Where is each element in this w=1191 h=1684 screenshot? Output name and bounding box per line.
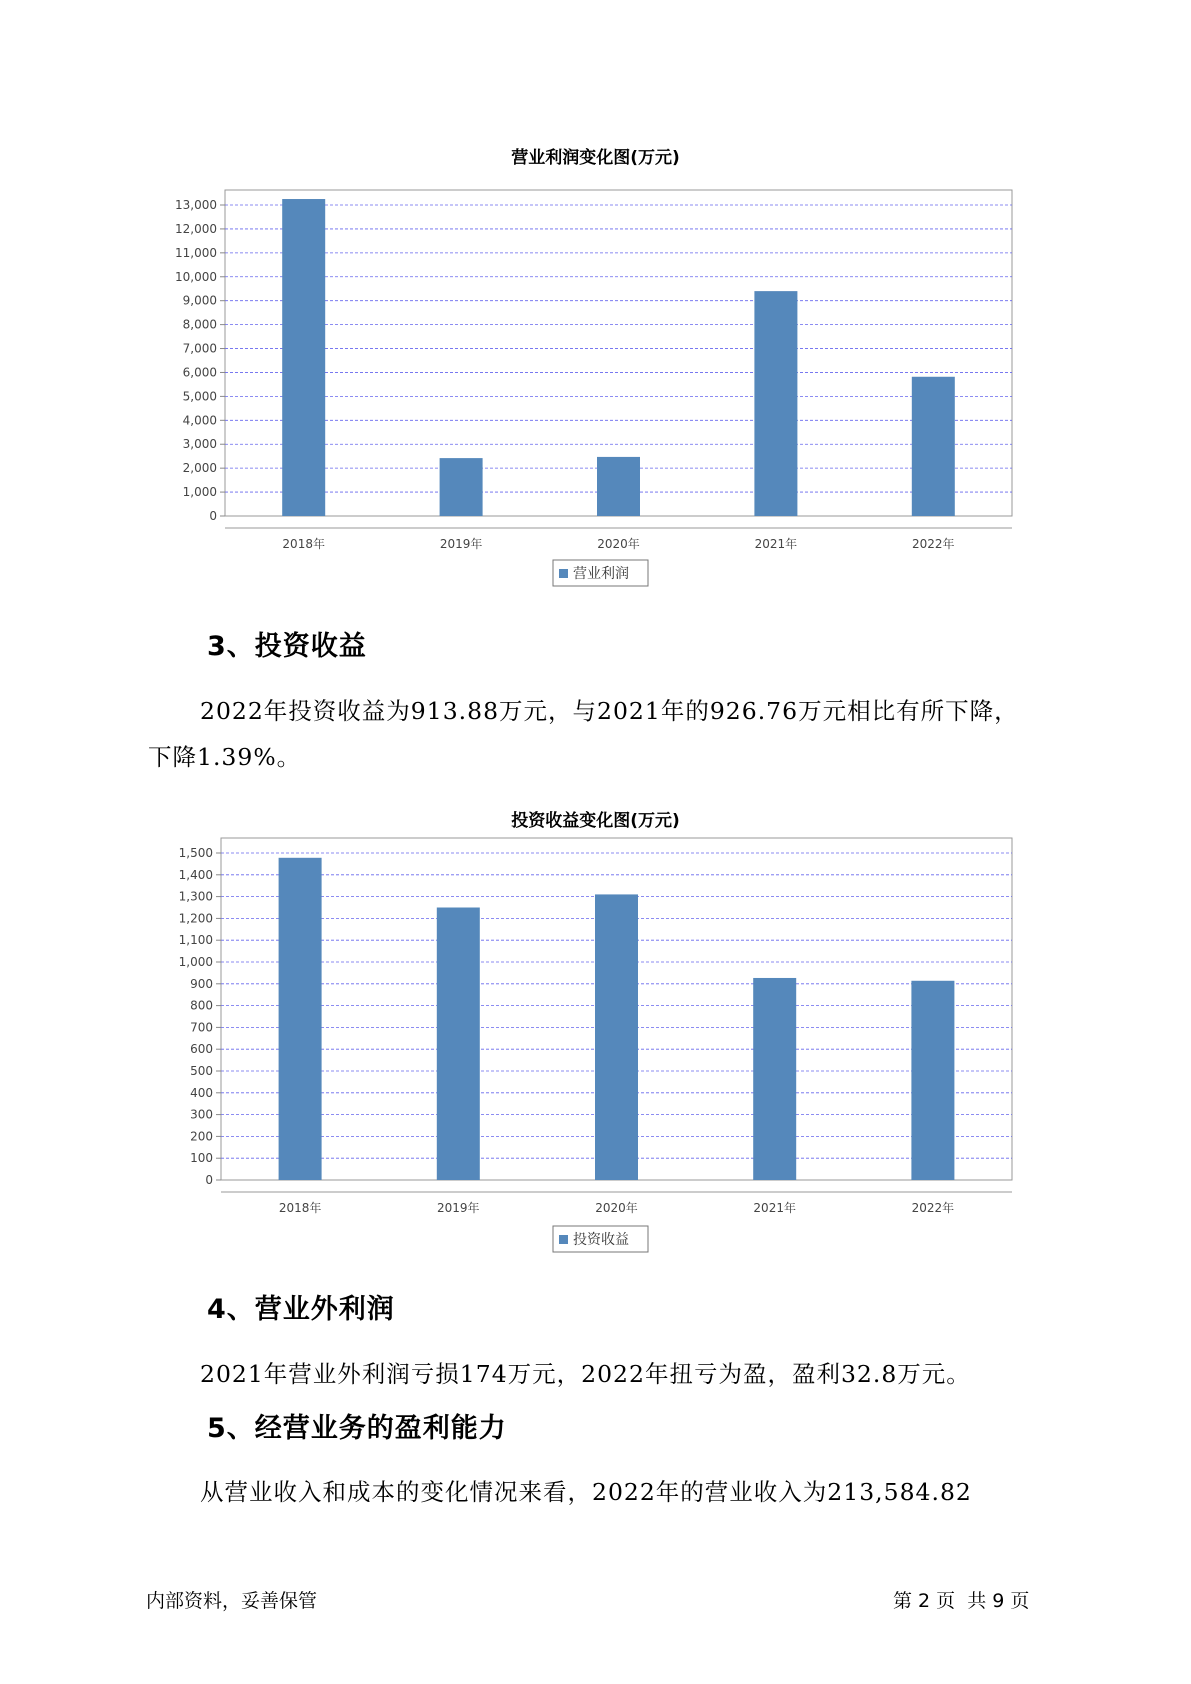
x-tick-label: 2021年 <box>754 537 798 551</box>
legend-label: 营业利润 <box>573 566 629 582</box>
y-tick-label: 200 <box>190 1129 213 1144</box>
y-tick-label: 4,000 <box>182 413 217 428</box>
y-tick-label: 12,000 <box>175 221 217 236</box>
paragraph-investment-income-line2: 下降1.39%。 <box>148 743 302 771</box>
y-tick-label: 500 <box>190 1064 213 1078</box>
y-tick-label: 1,500 <box>178 846 213 860</box>
y-tick-label: 8,000 <box>182 317 217 332</box>
paragraph-investment-income-line1: 2022年投资收益为913.88万元，与2021年的926.76万元相比有所下降， <box>200 697 1019 725</box>
x-tick-label: 2018年 <box>282 537 325 551</box>
y-tick-label: 1,000 <box>182 485 217 500</box>
bar <box>437 908 480 1181</box>
chart-title-operating-profit: 营业利润变化图(万元) <box>511 148 680 168</box>
y-tick-label: 6,000 <box>182 365 217 380</box>
y-tick-label: 700 <box>190 1020 213 1035</box>
y-tick-label: 300 <box>190 1107 213 1122</box>
y-tick-label: 13,000 <box>175 198 217 212</box>
y-tick-label: 5,000 <box>182 389 217 404</box>
y-tick-label: 2,000 <box>182 461 217 476</box>
bar <box>597 457 640 516</box>
y-tick-label: 3,000 <box>182 437 217 452</box>
legend-swatch <box>559 569 568 578</box>
bar <box>440 458 483 516</box>
y-tick-label: 10,000 <box>175 269 217 284</box>
y-tick-label: 1,200 <box>178 911 213 926</box>
y-tick-label: 0 <box>205 1173 213 1187</box>
y-tick-label: 1,100 <box>178 933 213 948</box>
investment-income-chart <box>0 835 1191 1265</box>
x-tick-label: 2020年 <box>595 1201 638 1215</box>
y-tick-label: 7,000 <box>182 341 217 356</box>
y-tick-label: 9,000 <box>182 293 217 308</box>
bar <box>753 978 796 1180</box>
x-tick-label: 2018年 <box>278 1201 322 1215</box>
x-tick-label: 2019年 <box>439 537 483 551</box>
legend-label: 投资收益 <box>573 1232 629 1248</box>
y-tick-label: 600 <box>190 1042 213 1057</box>
x-tick-label: 2021年 <box>753 1201 796 1215</box>
y-tick-label: 400 <box>190 1085 213 1100</box>
bar <box>279 858 322 1180</box>
y-tick-label: 100 <box>190 1151 213 1166</box>
footer-confidential-note: 内部资料，妥善保管 <box>146 1590 318 1612</box>
section-heading-investment-income: 3、投资收益 <box>207 631 367 662</box>
bar <box>911 981 954 1180</box>
paragraph-non-operating-profit: 2021年营业外利润亏损174万元，2022年扭亏为盈，盈利32.8万元。 <box>200 1360 971 1388</box>
bar <box>754 291 797 516</box>
section-heading-profitability: 5、经营业务的盈利能力 <box>207 1413 507 1444</box>
y-tick-label: 1,400 <box>178 867 213 882</box>
y-tick-label: 11,000 <box>175 245 217 260</box>
x-tick-label: 2019年 <box>437 1201 480 1215</box>
section-heading-non-operating-profit: 4、营业外利润 <box>207 1294 395 1325</box>
bar <box>595 894 638 1180</box>
bar <box>912 377 955 516</box>
x-tick-label: 2022年 <box>912 537 955 551</box>
y-tick-label: 1,000 <box>178 955 213 969</box>
paragraph-profitability: 从营业收入和成本的变化情况来看，2022年的营业收入为213,584.82 <box>200 1478 972 1506</box>
y-tick-label: 0 <box>209 509 217 523</box>
x-tick-label: 2022年 <box>911 1201 955 1215</box>
y-tick-label: 900 <box>190 976 213 991</box>
chart-title-investment-income: 投资收益变化图(万元) <box>511 811 680 831</box>
y-tick-label: 800 <box>190 998 213 1013</box>
bar <box>282 199 325 516</box>
y-tick-label: 1,300 <box>178 889 213 904</box>
footer-page-number: 第 2 页 共 9 页 <box>893 1590 1030 1612</box>
operating-profit-chart <box>0 170 1191 600</box>
legend-swatch <box>559 1235 568 1244</box>
x-tick-label: 2020年 <box>597 537 640 551</box>
